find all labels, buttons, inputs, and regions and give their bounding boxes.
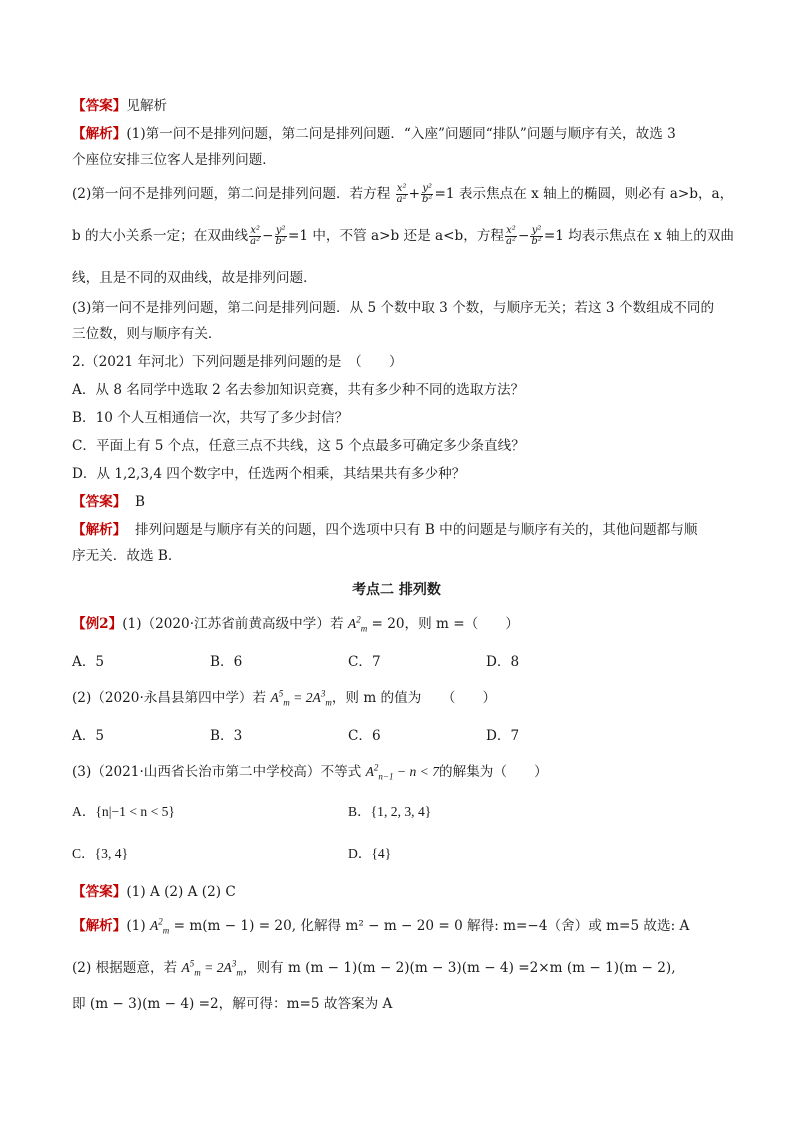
option-text: A．从 8 名同学中选取 2 名去参加知识竞赛，共有多少种不同的选取方法？ [72, 382, 525, 398]
analysis-line [72, 150, 732, 170]
option-d [72, 464, 732, 484]
option-a: A．{n|−1 < n < 5} [72, 804, 175, 819]
answer-line-3 [72, 882, 732, 902]
option-a [72, 380, 732, 400]
question-text: 2.（2021 年河北）下列问题是排列问题的是 （ ） [72, 354, 403, 370]
example-line [72, 614, 732, 634]
math-fraction: $\frac{\text{y²}}{\text{b²}}$ [275, 225, 286, 247]
analysis-text: 线，且是不同的双曲线，故是排列问题． [72, 270, 317, 286]
analysis-line [72, 298, 732, 318]
analysis-line [72, 994, 732, 1014]
analysis-line [72, 958, 732, 978]
question-stem [72, 352, 732, 372]
analysis-text: (1) [126, 918, 146, 934]
option-d: D．8 [486, 654, 520, 670]
answer-tag: 【答案】 [72, 98, 127, 114]
analysis-tag: 【解析】 [72, 918, 127, 934]
analysis-text: (1)第一问不是排列问题，第二问是排列问题．“入座”问题同“排队”问题与顺序有关，故选 3 [126, 126, 676, 142]
analysis-line: b 的大小关系一定；在双曲线 $\frac{\text{x²}}{\text{a²}}$ − $\frac{\text{y²}}{\text{b²}}$ =1 中，不管 a>b 还是 a<b，方程 $\frac{\text{x²}}{\text{a²}}$ − $\frac{\text{y²}}{\text{b²}}$ =1 均表示焦点在 x 轴上的双曲 [72, 225, 735, 247]
analysis-text: (2) 根据题意，若 [72, 960, 178, 976]
analysis-text: 三位数，则与顺序有关． [72, 326, 222, 342]
analysis-text: 即 (m − 3)(m − 4) =2，解可得：m=5 故答案为 A [72, 996, 393, 1012]
example-text: (1)（2020·江苏省前黄高级中学）若 [122, 616, 344, 632]
option-c [72, 436, 732, 456]
answer-line-1 [72, 96, 732, 116]
math-equation: $A^5_m = 2A^3_m$ [181, 958, 243, 978]
option-b: B．{1, 2, 3, 4} [348, 804, 432, 819]
option-text: D．从 1,2,3,4 四个数字中，任选两个相乘，其结果共有多少种？ [72, 466, 466, 482]
section-title: 考点二 排列数 [352, 582, 441, 598]
example-text: 的解集为（ ） [439, 764, 548, 780]
math-fraction: $\frac{\text{y²}}{\text{b²}}$ [531, 225, 542, 247]
math-fraction: $\frac{\text{x²}}{\text{a²}}$ [250, 225, 261, 247]
option-a: A．5 [72, 654, 105, 670]
option-d: D．{4} [348, 846, 392, 861]
answer-text: 见解析 [126, 98, 168, 114]
analysis-text: =1 表示焦点在 x 轴上的椭圆，则必有 a>b，a， [434, 186, 734, 202]
analysis-line [72, 546, 732, 566]
analysis-line [72, 916, 732, 936]
analysis-text: =1 均表示焦点在 x 轴上的双曲 [543, 228, 735, 244]
example-line [72, 762, 732, 782]
example-text: = 20，则 m =（ ） [371, 616, 520, 632]
analysis-line [72, 268, 732, 288]
example-tag: 【例2】 [72, 616, 123, 632]
answer-line-2 [72, 492, 732, 512]
analysis-text: 排列问题是与顺序有关的问题，四个选项中只有 B 中的问题是与顺序有关的，其他问题都与顺 [135, 522, 698, 538]
answer-tag: 【答案】 [72, 884, 127, 900]
analysis-tag: 【解析】 [72, 126, 127, 142]
option-b: B．3 [210, 728, 243, 744]
option-a: A．5 [72, 728, 105, 744]
math-fraction: $\frac{\text{x²}}{\text{a²}}$ [506, 225, 516, 247]
option-c: C．7 [348, 654, 381, 670]
math-permutation: $A^2_m$ [149, 916, 170, 936]
analysis-text: 个座位安排三位客人是排列问题． [72, 152, 276, 168]
math-inequality: $A^2_{n-1} - n < 7$ [365, 762, 440, 782]
option-d: D．7 [486, 728, 520, 744]
answer-text: (1) A (2) A (2) C [126, 884, 236, 900]
option-b: B．6 [210, 654, 243, 670]
analysis-text: =1 中，不管 a>b 还是 a<b，方程 [287, 228, 505, 244]
math-equation: $A^5_m = 2A^3_m$ [270, 688, 332, 708]
analysis-text: ，则有 m (m − 1)(m − 2)(m − 3)(m − 4) =2×m (m − 1)(m − 2), [242, 960, 676, 976]
option-text: B．10 个人互相通信一次，共写了多少封信？ [72, 410, 349, 426]
option-b [72, 408, 732, 428]
analysis-text: = m(m − 1) = 20, 化解得 m² − m − 20 = 0 解得: m=−4（舍）或 m=5 故选: A [173, 918, 690, 934]
answer-text: B [135, 494, 146, 510]
option-c: C．{3, 4} [72, 846, 129, 861]
analysis-text: b 的大小关系一定；在双曲线 [72, 228, 249, 244]
example-text: (2)（2020·永昌县第四中学）若 [72, 690, 267, 706]
analysis-text: 序无关．故选 B. [72, 548, 173, 564]
analysis-line [72, 520, 732, 540]
math-fraction: $\frac{\text{x²}}{\text{a²}}$ [396, 183, 407, 205]
analysis-tag: 【解析】 [72, 522, 127, 538]
analysis-text: (2)第一问不是排列问题，第二问是排列问题．若方程 [72, 186, 391, 202]
analysis-text: (3)第一问不是排列问题，第二问是排列问题．从 5 个数中取 3 个数，与顺序无关；若这 3 个数组成不同的 [72, 300, 715, 316]
analysis-line [72, 124, 732, 144]
example-text: (3)（2021·山西省长治市第二中学校高）不等式 [72, 764, 362, 780]
math-permutation: $A^2_m$ [347, 614, 368, 634]
analysis-line [72, 324, 732, 344]
answer-tag: 【答案】 [72, 494, 127, 510]
example-text: ，则 m 的值为 （ ） [331, 690, 497, 706]
option-c: C．6 [348, 728, 381, 744]
example-line [72, 688, 732, 708]
option-text: C．平面上有 5 个点，任意三点不共线，这 5 个点最多可确定多少条直线？ [72, 438, 525, 454]
math-fraction: $\frac{\text{y²}}{\text{b²}}$ [422, 183, 433, 205]
analysis-line: (2)第一问不是排列问题，第二问是排列问题．若方程 $\frac{\text{x²}}{\text{a²}}$ + $\frac{\text{y²}}{\text{b²}}$ =1 表示焦点在 x 轴上的椭圆，则必有 a>b，a， [72, 183, 734, 205]
